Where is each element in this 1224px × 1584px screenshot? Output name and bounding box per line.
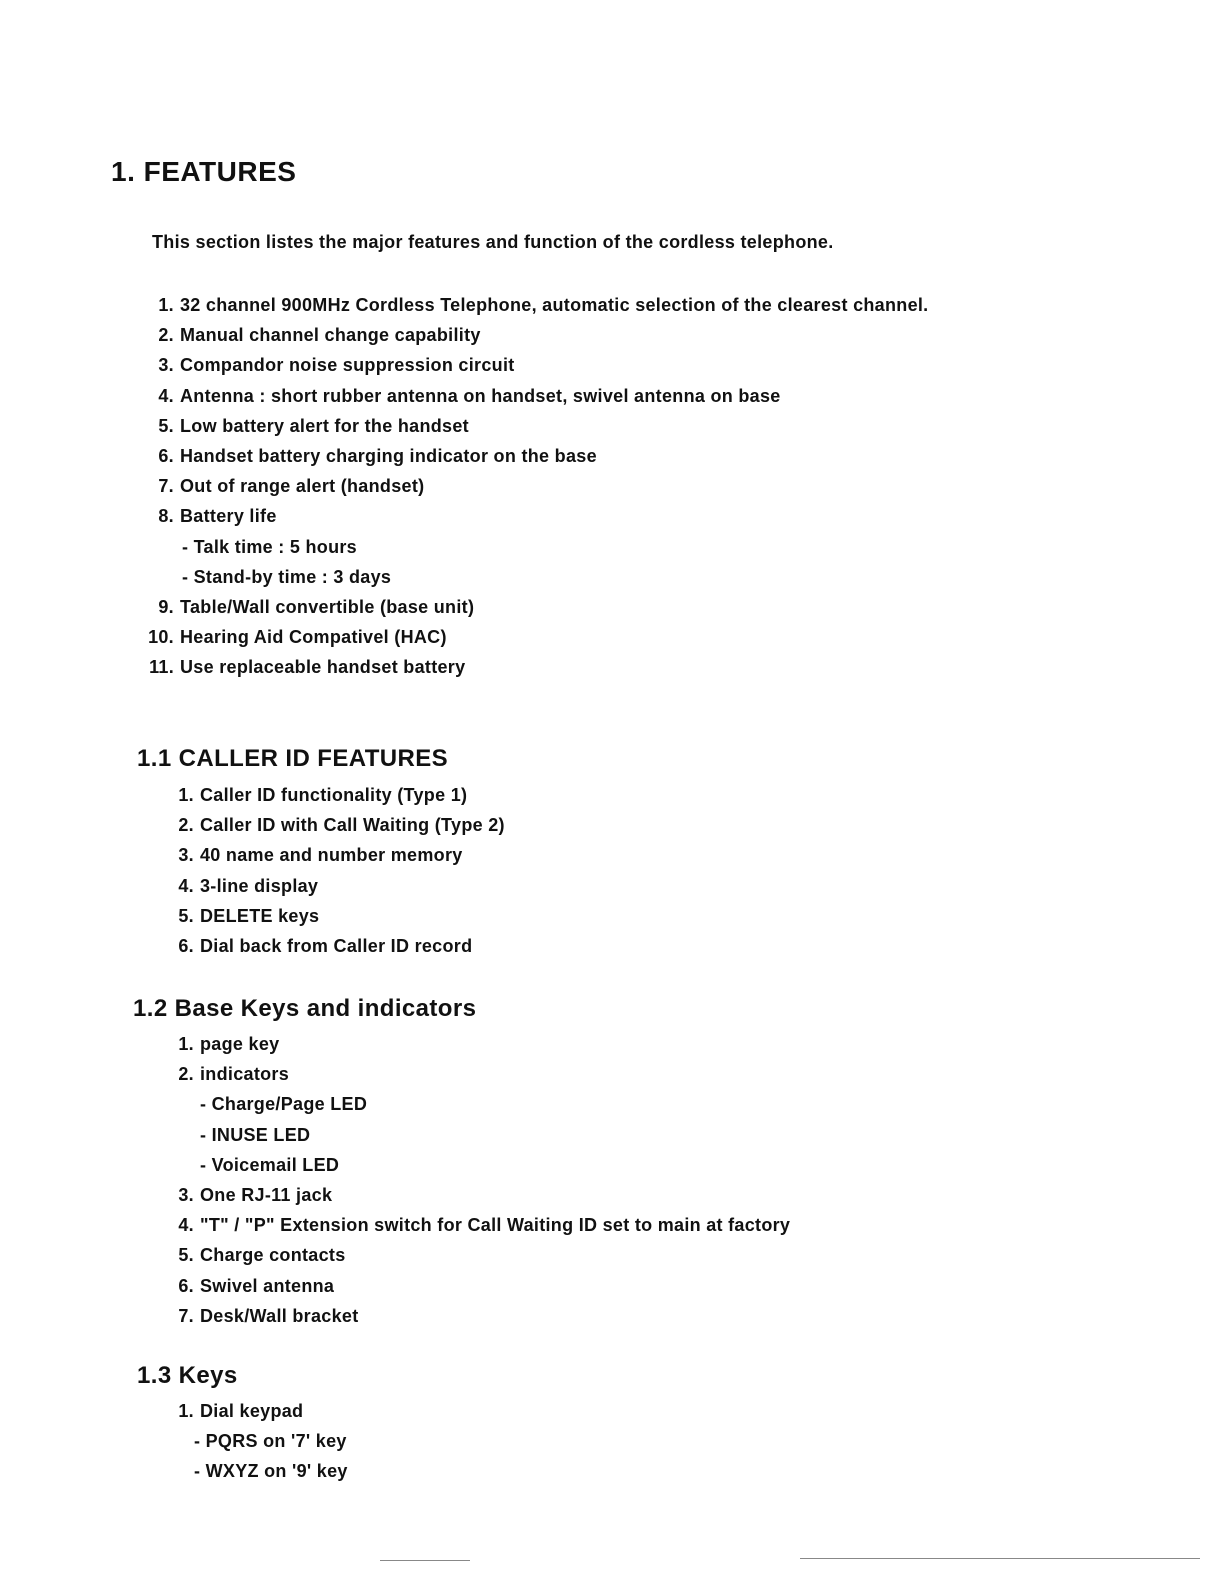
item-number: 6. [178, 1275, 194, 1296]
item-text: Use replaceable handset battery [180, 657, 466, 678]
item-text: Swivel antenna [200, 1275, 335, 1296]
base-keys-heading: 1.2 Base Keys and indicators [133, 995, 477, 1022]
sub-item: - PQRS on '7' key [194, 1431, 347, 1452]
item-text: Compandor noise suppression circuit [180, 355, 515, 376]
item-number: 6. [158, 445, 174, 466]
item-number: 2. [178, 1064, 194, 1085]
item-number: 3. [178, 1184, 194, 1205]
scan-artifact-line [380, 1560, 470, 1561]
item-number: 6. [178, 935, 194, 956]
list-item [140, 290, 928, 320]
list-item [172, 1210, 790, 1240]
item-text: indicators [200, 1064, 290, 1085]
list-item [140, 381, 928, 411]
list-item [172, 1059, 790, 1089]
list-item [172, 840, 505, 870]
item-number: 7. [178, 1305, 194, 1326]
item-number: 1. [178, 1401, 194, 1421]
item-text: Out of range alert (handset) [180, 476, 425, 497]
item-number: 9. [158, 596, 174, 617]
list-item [140, 350, 928, 380]
item-number: 2. [178, 815, 194, 836]
item-text: Dial keypad [200, 1401, 304, 1421]
list-item [140, 441, 928, 471]
item-number: 1. [178, 1034, 194, 1054]
sub-item: - WXYZ on '9' key [194, 1461, 348, 1482]
caller-id-heading: 1.1 CALLER ID FEATURES [137, 745, 449, 772]
section-heading: 1. FEATURES [111, 156, 297, 187]
keys-heading: 1.3 Keys [137, 1362, 238, 1389]
item-text: 32 channel 900MHz Cordless Telephone, automatic selection of the clearest channel. [180, 295, 929, 315]
item-text: DELETE keys [200, 905, 320, 926]
item-number: 2. [158, 325, 174, 346]
item-number: 4. [158, 385, 174, 406]
list-item [172, 1396, 348, 1426]
list-item [140, 471, 928, 501]
sub-item: - Stand-by time : 3 days [182, 566, 392, 587]
list-item [172, 1301, 790, 1331]
list-item [172, 810, 505, 840]
item-text: One RJ-11 jack [200, 1184, 333, 1205]
item-text: Dial back from Caller ID record [200, 935, 473, 956]
item-text: Hearing Aid Compativel (HAC) [180, 627, 447, 648]
item-text: 40 name and number memory [200, 845, 463, 866]
item-number: 3. [158, 355, 174, 376]
item-text: 3-line display [200, 875, 319, 896]
intro-paragraph: This section listes the major features and function of the cordless telephone. [152, 232, 834, 252]
keys-list [172, 1396, 348, 1487]
sub-item: - INUSE LED [200, 1124, 311, 1145]
item-number: 1. [178, 785, 194, 805]
item-number: 3. [178, 845, 194, 866]
item-text: Caller ID with Call Waiting (Type 2) [200, 815, 505, 836]
item-number: 8. [158, 506, 174, 527]
item-number: 4. [178, 875, 194, 896]
item-number: 7. [158, 476, 174, 497]
item-number: 5. [178, 905, 194, 926]
item-text: Charge contacts [200, 1245, 346, 1266]
list-item [140, 652, 928, 682]
list-item [172, 871, 505, 901]
list-item [172, 901, 505, 931]
item-text: Battery life [180, 506, 277, 527]
item-text: Low battery alert for the handset [180, 415, 469, 436]
item-text: Handset battery charging indicator on the base [180, 445, 597, 466]
item-number: 4. [178, 1215, 194, 1236]
item-text: "T" / "P" Extension switch for Call Waiting ID set to main at factory [200, 1215, 791, 1236]
sub-item: - Charge/Page LED [200, 1094, 368, 1115]
item-text: Table/Wall convertible (base unit) [180, 596, 475, 617]
sub-item: - Talk time : 5 hours [182, 536, 357, 557]
list-item [140, 411, 928, 441]
list-item [140, 320, 928, 350]
item-number: 1. [158, 295, 174, 315]
list-item [172, 931, 505, 961]
caller-id-list [172, 780, 505, 961]
list-item [172, 1180, 790, 1210]
base-keys-list [172, 1029, 790, 1331]
list-item [172, 1029, 790, 1059]
sub-item: - Voicemail LED [200, 1154, 340, 1175]
item-text: Antenna : short rubber antenna on handset, swivel antenna on base [180, 385, 781, 406]
list-item [172, 1271, 790, 1301]
item-text: page key [200, 1034, 280, 1054]
features-list [140, 290, 928, 682]
list-item [172, 780, 505, 810]
list-item [172, 1240, 790, 1270]
item-number: 5. [158, 415, 174, 436]
item-text: Manual channel change capability [180, 325, 481, 346]
list-item [140, 622, 928, 652]
item-number: 11. [149, 657, 174, 678]
scan-artifact-line [800, 1558, 1200, 1559]
item-number: 10. [148, 627, 174, 648]
item-text: Caller ID functionality (Type 1) [200, 785, 468, 805]
list-item [140, 592, 928, 622]
item-text: Desk/Wall bracket [200, 1305, 359, 1326]
list-item [140, 501, 928, 531]
item-number: 5. [178, 1245, 194, 1266]
